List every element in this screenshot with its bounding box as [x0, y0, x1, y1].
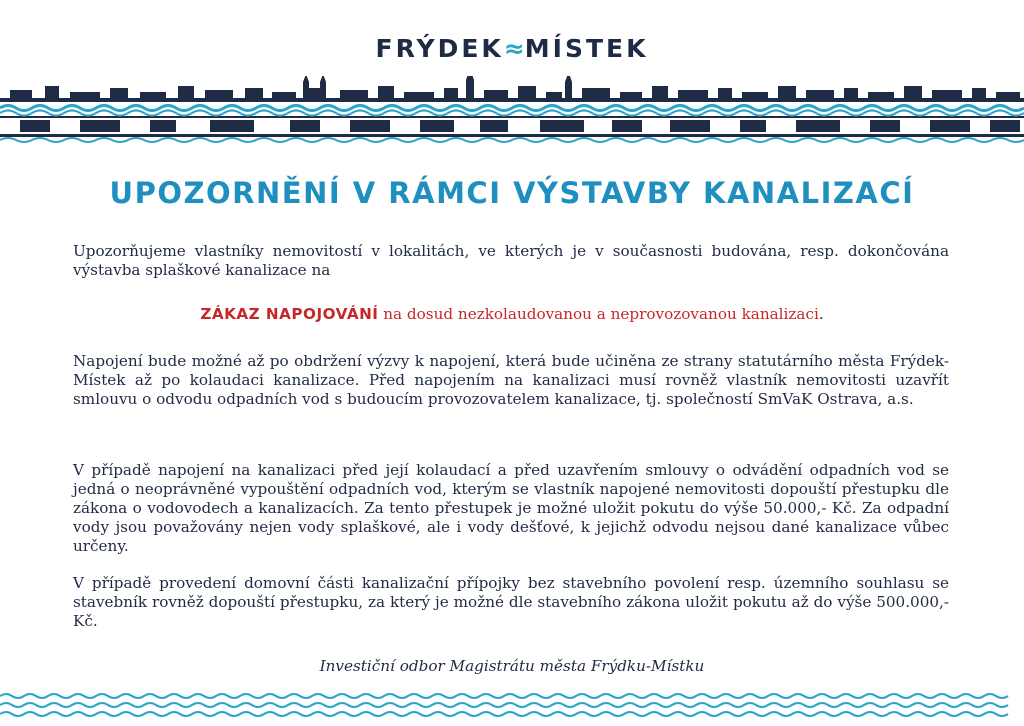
ban-text: na dosud nezkolaudovanou a neprovozovanou kanalizaci [378, 305, 819, 323]
logo-mistek: MÍSTEK [524, 34, 649, 63]
logo-wave-separator: ≈ [503, 34, 525, 63]
city-logo [0, 34, 1024, 63]
logo-frydek: FRÝDEK [375, 34, 504, 63]
signature: Investiční odbor Magistrátu města Frýdku-Místku [319, 657, 705, 675]
page-title: UPOZORNĚNÍ V RÁMCI VÝSTAVBY KANALIZACÍ [109, 176, 915, 210]
ban-period: . [818, 305, 824, 323]
building-permit-paragraph: V případě provedení domovní části kanalizační přípojky bez stavebního povolení resp. územního souhlasu se stavebník rovněž dopouští přestupku, za který je možné dle stavebního zákona uložit pokutu až do výše 500.000,- Kč. [73, 574, 949, 630]
city-skyline-illustration [0, 76, 1024, 144]
ban-headline: ZÁKAZ NAPOJOVÁNÍ [200, 305, 379, 323]
connection-ban-notice [0, 305, 1024, 323]
penalty-paragraph: V případě napojení na kanalizaci před její kolaudací a před uzavřením smlouvy o odvádění odpadních vod se jedná o neoprávněné vypouštění odpadních vod, kterým se vlastník napojené nemovitosti dopouští přestupku dle zákona o vodovodech a kanalizacích. Za tento přestupek je možné uložit pokutu do výše 50.000,- Kč. Za odpadní vody jsou považovány nejen vody splaškové, ale i vody dešťové, k jejichž odvodu nejsou dané kanalizace vůbec určeny. [73, 461, 949, 555]
footer-wave-decoration [0, 688, 1024, 722]
intro-paragraph: Upozorňujeme vlastníky nemovitostí v lokalitách, ve kterých je v současnosti budována, resp. dokončována výstavba splaškové kanalizace na [73, 242, 949, 279]
connection-paragraph: Napojení bude možné až po obdržení výzvy k napojení, která bude učiněna ze strany statutárního města Frýdek-Místek až po kolaudaci kanalizace. Před napojením na kanalizaci musí rovněž vlastník nemovitosti uzavřít smlouvu o odvodu odpadních vod s budoucím provozovatelem kanalizace, tj. společností SmVaK Ostrava, a.s. [73, 352, 949, 408]
